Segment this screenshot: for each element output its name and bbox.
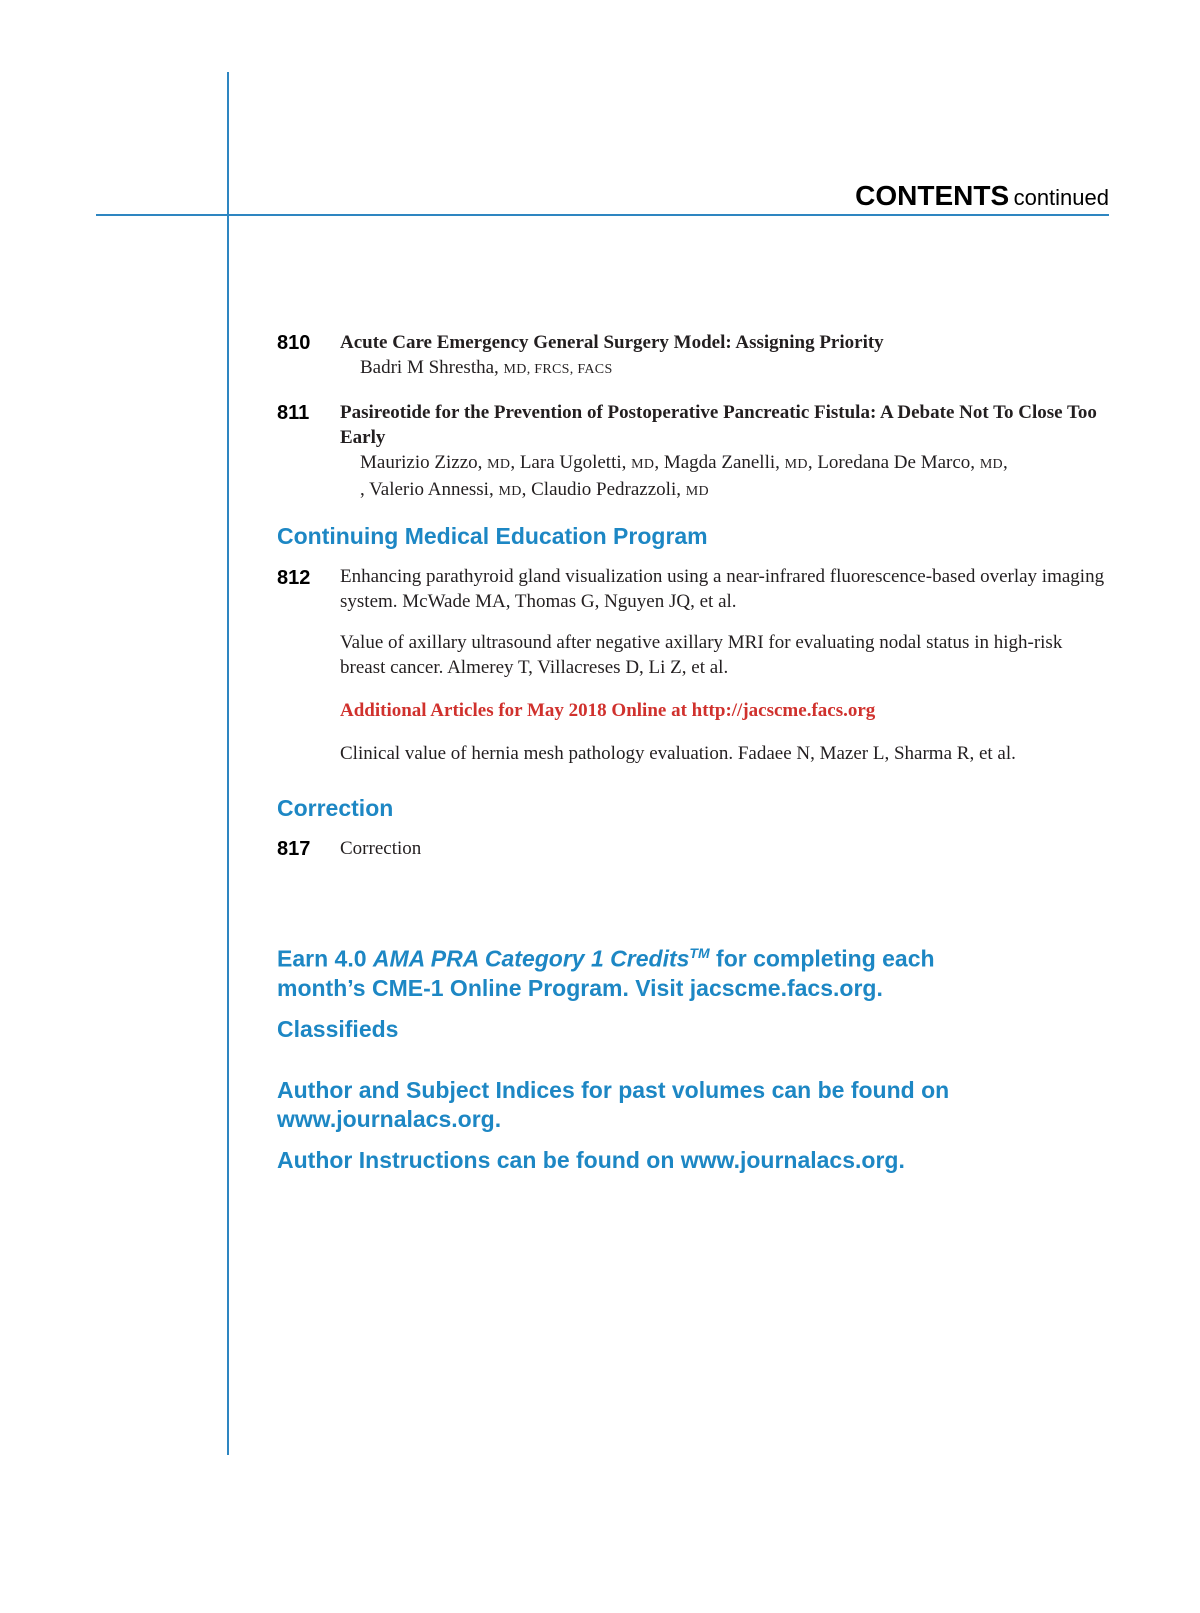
contents-list: [277, 330, 1109, 1175]
author-degree: MD: [979, 457, 1003, 472]
correction-heading: Correction: [277, 795, 394, 821]
cme-item[interactable]: [277, 564, 1109, 614]
cme-online-item[interactable]: Clinical value of hernia mesh pathology evaluation. Fadaee N, Mazer L, Sharma R, et al.: [340, 743, 1016, 764]
article-title[interactable]: Acute Care Emergency General Surgery Model: Assigning Priority: [340, 332, 884, 353]
page-number: 817: [277, 838, 311, 860]
credits-italic: AMA PRA Category 1 Credits: [372, 945, 690, 972]
author-name: Maurizio Zizzo,: [360, 452, 488, 473]
header-subtitle: continued: [1013, 185, 1109, 210]
author-name: , Loredana De Marco,: [807, 452, 980, 473]
page-number: 810: [277, 332, 311, 354]
author-degree: MD: [631, 457, 655, 472]
header-title: CONTENTS: [855, 180, 1010, 211]
credits-suffix: for completing each: [709, 945, 935, 972]
article-authors: [340, 450, 1109, 504]
indices-notice[interactable]: Author and Subject Indices for past volumes can be found on www.journalacs.org.: [277, 1076, 950, 1132]
cme-item[interactable]: Value of axillary ultrasound after negative axillary MRI for evaluating nodal status in high-risk breast cancer. Almerey T, Villacreses D, Li Z, et al.: [340, 632, 1063, 678]
author-degree: MD: [784, 457, 808, 472]
page-header: [855, 180, 1109, 212]
author-name: Badri M Shrestha,: [360, 357, 504, 378]
page-number: 811: [277, 402, 310, 424]
author-degree: MD: [498, 484, 522, 499]
author-degree: MD, FRCS, FACS: [503, 362, 613, 377]
cme-section: [277, 564, 1109, 680]
cme-credits-line-1: [277, 939, 1109, 974]
toc-entry-817: [277, 836, 1109, 861]
classifieds-heading: Classifieds: [277, 1015, 399, 1042]
credits-prefix: Earn 4.0: [277, 945, 373, 972]
vertical-rule: [227, 72, 229, 1455]
toc-entry-811: [277, 400, 1109, 504]
article-title[interactable]: Correction: [340, 838, 422, 859]
authors-line-1: Maurizio Zizzo, MD, Lara Ugoletti, MD, Magda Zanelli, MD, Loredana De Marco, MD,: [360, 452, 1008, 473]
page-number: 812: [277, 567, 311, 589]
cme-credits-line-2[interactable]: month’s CME-1 Online Program. Visit jacscme.facs.org.: [277, 974, 883, 1001]
author-name: , Valerio Annessi,: [360, 479, 499, 500]
author-name: , Magda Zanelli,: [654, 452, 785, 473]
author-name: , Claudio Pedrazzoli,: [521, 479, 686, 500]
trademark-mark: TM: [689, 945, 710, 961]
additional-articles-link[interactable]: Additional Articles for May 2018 Online at http://jacscme.facs.org: [340, 700, 876, 721]
cme-heading: Continuing Medical Education Program: [277, 523, 708, 549]
cme-credits-notice: [277, 939, 1109, 1003]
toc-entry-810: [277, 330, 1109, 382]
article-authors: [340, 355, 1109, 382]
author-degree: MD: [487, 457, 511, 472]
author-degree: MD: [685, 484, 709, 499]
authors-line-2: [360, 477, 1109, 504]
instructions-notice[interactable]: Author Instructions can be found on www.journalacs.org.: [277, 1146, 905, 1173]
article-title[interactable]: Pasireotide for the Prevention of Postoperative Pancreatic Fistula: A Debate Not To Close Too Early: [340, 402, 1097, 448]
horizontal-rule: [96, 214, 1109, 216]
cme-item-text: Enhancing parathyroid gland visualization using a near-infrared fluorescence-based overlay imaging system. McWade MA, Thomas G, Nguyen JQ, et al.: [340, 566, 1105, 612]
author-name: , Lara Ugoletti,: [510, 452, 632, 473]
